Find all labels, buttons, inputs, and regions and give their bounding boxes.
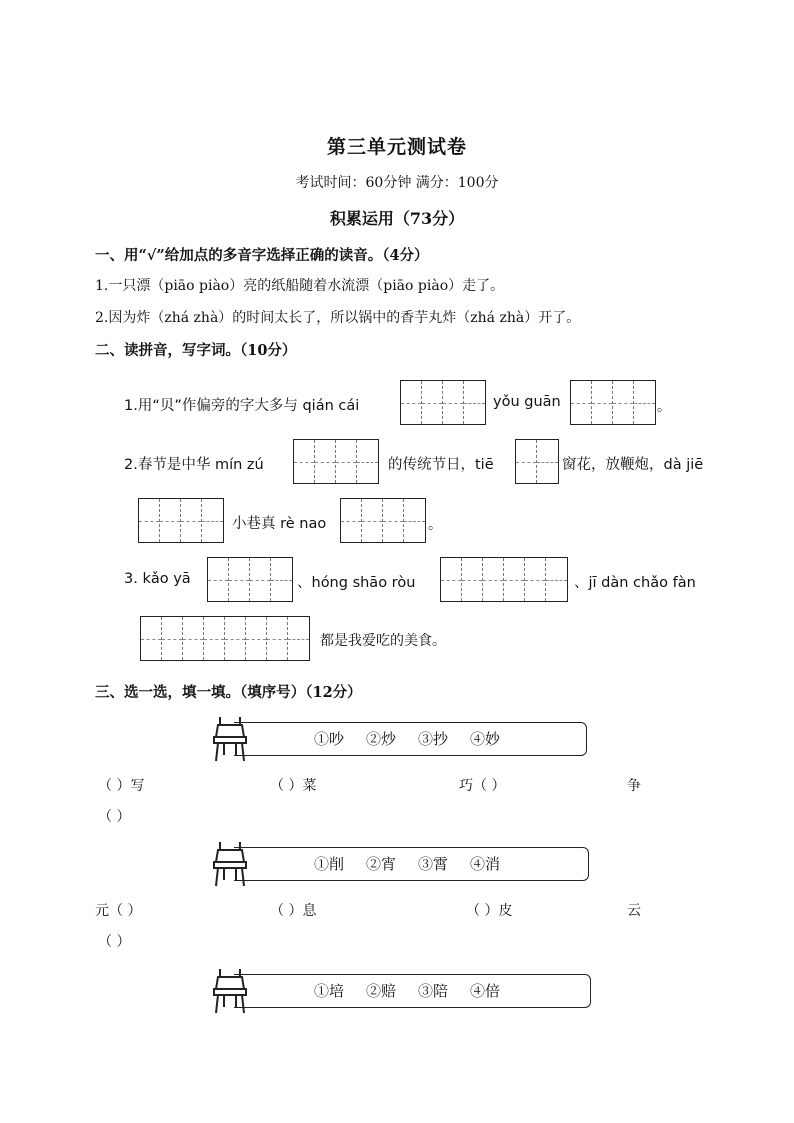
option-1-1: ①吵 [314, 730, 345, 748]
section2-heading: 二、读拼音，写字词。（10分） [95, 342, 297, 359]
fill-blank-1-3[interactable]: 巧（ ） [459, 778, 506, 794]
s2-q1-prefix: 1.用“贝”作偏旁的字大多与 qián cái [124, 398, 360, 414]
answer-grid-qian-cai[interactable] [400, 380, 486, 425]
s2-q2-after: 窗花，放鞭炮，dà jiē [562, 457, 704, 473]
s2-q2-mid: 的传统节日，tiē [388, 457, 494, 473]
exam-info: 考试时间：60分钟 满分：100分 [295, 175, 499, 191]
option-box-1 [234, 722, 587, 756]
option-box-3 [234, 974, 591, 1008]
option-1-4: ④妙 [470, 730, 501, 748]
fill-blank-1-4: 争 [627, 778, 641, 794]
option-2-1: ①削 [314, 855, 345, 873]
part-title: 积累运用（73分） [329, 209, 465, 228]
s2-q1-end: 。 [657, 399, 671, 415]
option-3-3: ③陪 [418, 982, 449, 1000]
answer-grid-you-guan[interactable] [570, 380, 656, 425]
fill-blank-1-5[interactable]: （ ） [98, 809, 131, 825]
option-2-2: ②宵 [366, 855, 397, 873]
answer-grid-tie[interactable] [515, 439, 559, 484]
fill-blank-2-3[interactable]: （ ）皮 [466, 903, 513, 919]
s2-q3-prefix: 3. kǎo yā [124, 571, 191, 587]
section3-heading: 三、选一选，填一填。（填序号）（12分） [95, 684, 362, 701]
section1-heading: 一、用“√”给加点的多音字选择正确的读音。（4分） [95, 247, 429, 264]
answer-grid-hong-shao-rou[interactable] [440, 557, 568, 602]
option-3-4: ④倍 [470, 982, 501, 1000]
chair-icon [210, 967, 250, 1015]
fill-blank-2-4: 云 [627, 903, 641, 919]
option-1-2: ②炒 [366, 730, 397, 748]
option-2-4: ④消 [470, 855, 501, 873]
option-3-2: ②赔 [366, 982, 397, 1000]
s2-q2b-mid: 小巷真 rè nao [232, 516, 327, 532]
s2-q2-prefix: 2.春节是中华 mín zú [124, 457, 264, 473]
answer-grid-min-zu[interactable] [293, 439, 379, 484]
page-title: 第三单元测试卷 [326, 136, 467, 158]
option-2-3: ③霄 [418, 855, 449, 873]
option-1-3: ③抄 [418, 730, 449, 748]
answer-grid-kao-ya[interactable] [207, 557, 293, 602]
chair-icon [210, 840, 250, 888]
option-3-1: ①培 [314, 982, 345, 1000]
fill-blank-2-2[interactable]: （ ）息 [270, 903, 317, 919]
section1-question-2: 2.因为炸（zhá zhà）的时间太长了，所以锅中的香芋丸炸（zhá zhà）开了。 [95, 310, 581, 326]
answer-grid-ji-dan-chao-fan[interactable] [140, 616, 310, 661]
section1-question-1: 1.一只漂（piāo piào）亮的纸船随着水流漂（piāo piào）走了。 [95, 278, 505, 294]
answer-grid-da-jie[interactable] [138, 498, 224, 543]
s2-q3b-end: 都是我爱吃的美食。 [320, 633, 446, 649]
chair-icon [210, 715, 250, 763]
answer-grid-re-nao[interactable] [340, 498, 426, 543]
option-box-2 [234, 847, 589, 881]
s2-q3-mid2: 、jī dàn chǎo fàn [574, 575, 696, 591]
fill-blank-2-5[interactable]: （ ） [98, 934, 131, 950]
s2-q2b-end: 。 [428, 517, 442, 533]
fill-blank-1-1[interactable]: （ ）写 [98, 778, 145, 794]
s2-q1-mid: yǒu guān [493, 394, 561, 410]
fill-blank-2-1[interactable]: 元（ ） [95, 903, 142, 919]
s2-q3-mid1: 、hóng shāo ròu [297, 575, 416, 591]
fill-blank-1-2[interactable]: （ ）菜 [270, 778, 317, 794]
